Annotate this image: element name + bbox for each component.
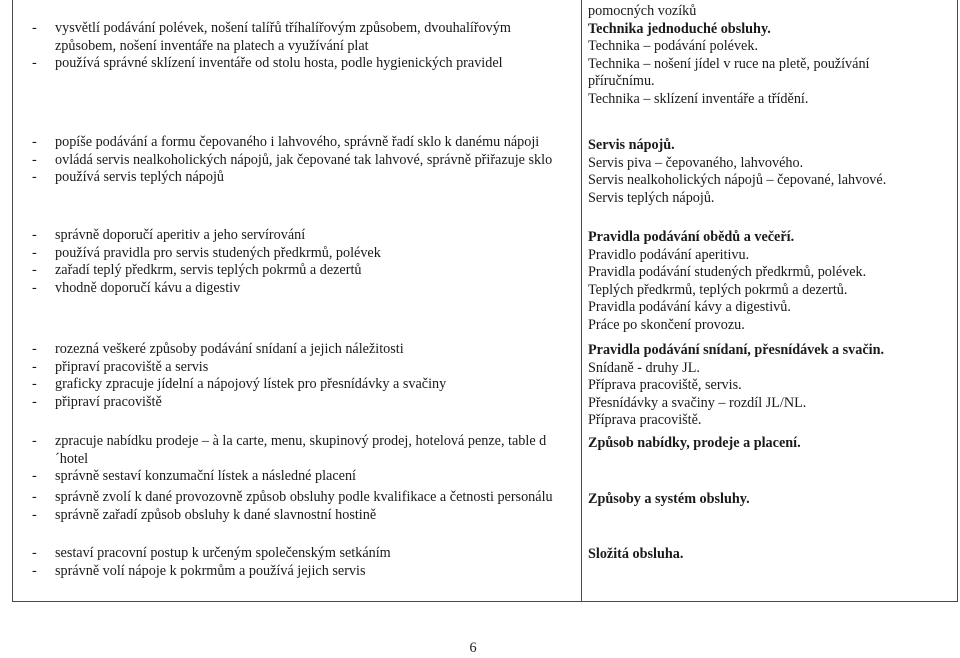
outcome-item xyxy=(13,134,581,152)
outcome-text: vysvětlí podávání polévek, nošení talířů tříhalířovým způsobem, dvouhalířovým způsobem, nošení inventáře na platech a využívání plat xyxy=(55,20,511,54)
bullet-dash: - xyxy=(32,358,37,375)
topic-line: Servis teplých nápojů. xyxy=(588,189,715,206)
outcomes-block-3 xyxy=(13,227,581,297)
bullet-dash: - xyxy=(32,227,37,243)
bullet-dash: - xyxy=(32,55,37,72)
outcome-item xyxy=(13,468,581,486)
topic-line: Teplých předkrmů, teplých pokrmů a dezertů. xyxy=(588,281,848,298)
outcome-text: popíše podávání a formu čepovaného i lahvového, správně řadí sklo k danému nápoji xyxy=(55,134,540,150)
topic-line: Technika – sklízení inventáře a třídění. xyxy=(588,90,809,107)
topics-block-4 xyxy=(582,342,888,430)
topic-heading: Způsob nabídky, prodeje a placení. xyxy=(588,435,801,451)
learning-outcomes-column xyxy=(13,0,581,600)
topic-line: Pravidla podávání kávy a digestivů. xyxy=(588,299,791,316)
outcome-text: připraví pracoviště a servis xyxy=(55,358,209,375)
topic-line: Pravidlo podávání aperitivu. xyxy=(588,246,750,263)
outcome-text: správně doporučí aperitiv a jeho servírování xyxy=(55,227,306,243)
topics-block-7 xyxy=(582,546,687,564)
outcome-text: sestaví pracovní postup k určeným společenským setkáním xyxy=(55,545,391,561)
outcome-text: zařadí teplý předkrm, servis teplých pokrmů a dezertů xyxy=(55,262,362,279)
outcome-item xyxy=(13,152,581,170)
topic-heading: Servis nápojů. xyxy=(588,137,675,153)
outcome-item xyxy=(13,433,581,468)
outcome-text: rozezná veškeré způsoby podávání snídaní a jejich náležitosti xyxy=(55,341,404,357)
outcome-item xyxy=(13,262,581,280)
outcomes-block-4 xyxy=(13,341,581,411)
bullet-dash: - xyxy=(32,134,37,150)
outcome-item xyxy=(13,341,581,359)
outcomes-block-7 xyxy=(13,545,581,580)
topics-block-2 xyxy=(582,137,890,207)
outcome-text: používá servis teplých nápojů xyxy=(55,169,225,186)
bullet-dash: - xyxy=(32,151,37,168)
outcome-text: ovládá servis nealkoholických nápojů, jak čepované tak lahvové, správně přiřazuje sklo xyxy=(55,151,553,168)
outcomes-block-5 xyxy=(13,433,581,486)
outcome-text: graficky zpracuje jídelní a nápojový lístek pro přesnídávky a svačiny xyxy=(55,376,447,393)
outcome-text: správně volí nápoje k pokrmům a používá jejich servis xyxy=(55,562,366,579)
outcome-item xyxy=(13,545,581,563)
bullet-dash: - xyxy=(32,545,37,561)
outcome-item xyxy=(13,507,581,525)
topic-heading: Způsoby a systém obsluhy. xyxy=(588,491,750,507)
outcome-item xyxy=(13,489,581,507)
outcome-item xyxy=(13,245,581,263)
topic-line: Příprava pracoviště, servis. xyxy=(588,377,742,394)
outcome-text: správně sestaví konzumační lístek a následné placení xyxy=(55,468,356,485)
outcomes-block-1 xyxy=(13,20,581,73)
topic-line: Přesnídávky a svačiny – rozdíl JL/NL. xyxy=(588,394,807,411)
topics-block-3 xyxy=(582,229,870,335)
outcome-item xyxy=(13,394,581,412)
topic-heading: Složitá obsluha. xyxy=(588,546,684,562)
topic-heading: Pravidla podávání snídaní, přesnídávek a svačin. xyxy=(588,342,885,358)
outcome-text: používá pravidla pro servis studených předkrmů, polévek xyxy=(55,244,381,261)
curriculum-table xyxy=(12,0,958,602)
bullet-dash: - xyxy=(32,341,37,357)
outcome-text: připraví pracoviště xyxy=(55,393,162,410)
outcome-item xyxy=(13,359,581,377)
bullet-dash: - xyxy=(32,393,37,410)
bullet-dash: - xyxy=(32,433,37,449)
topics-block-6 xyxy=(582,491,754,509)
topics-column xyxy=(582,0,958,600)
bullet-dash: - xyxy=(32,562,37,579)
outcome-item xyxy=(13,227,581,245)
topic-heading: Pravidla podávání obědů a večeří. xyxy=(588,229,795,245)
outcome-item xyxy=(13,376,581,394)
bullet-dash: - xyxy=(32,20,37,36)
bullet-dash: - xyxy=(32,279,37,296)
topic-line: příručnímu. xyxy=(588,73,655,90)
outcome-item xyxy=(13,280,581,298)
outcome-item xyxy=(13,20,581,55)
topic-line: Technika – podávání polévek. xyxy=(588,38,758,55)
outcome-item xyxy=(13,55,581,73)
topics-block-5 xyxy=(582,435,805,453)
outcome-text: správně zvolí k dané provozovně způsob obsluhy podle kvalifikace a četnosti personálu xyxy=(55,489,553,505)
topic-line: pomocných vozíků xyxy=(588,3,697,19)
outcome-item xyxy=(13,563,581,581)
page-number: 6 xyxy=(469,640,477,656)
outcomes-block-2 xyxy=(13,134,581,187)
bullet-dash: - xyxy=(32,262,37,279)
topic-line: Práce po skončení provozu. xyxy=(588,316,745,333)
outcome-item xyxy=(13,169,581,187)
bullet-dash: - xyxy=(32,169,37,186)
bullet-dash: - xyxy=(32,376,37,393)
topic-line: Příprava pracoviště. xyxy=(588,412,702,429)
topic-line: Pravidla podávání studených předkrmů, polévek. xyxy=(588,264,867,281)
topic-line: Servis nealkoholických nápojů – čepované, lahvové. xyxy=(588,172,887,189)
bullet-dash: - xyxy=(32,506,37,523)
outcome-text: správně zařadí způsob obsluhy k dané slavnostní hostině xyxy=(55,506,377,523)
outcomes-block-6 xyxy=(13,489,581,524)
topic-heading: Technika jednoduché obsluhy. xyxy=(588,20,771,37)
outcome-text: zpracuje nabídku prodeje – à la carte, menu, skupinový prodej, hotelová penze, table d´hotel xyxy=(55,433,547,467)
topic-line: Technika – nošení jídel v ruce na pletě, používání xyxy=(588,55,870,72)
topic-line: Snídaně - druhy JL. xyxy=(588,359,700,376)
topics-block-1 xyxy=(582,3,873,109)
bullet-dash: - xyxy=(32,489,37,505)
bullet-dash: - xyxy=(32,468,37,485)
outcome-text: používá správné sklízení inventáře od stolu hosta, podle hygienických pravidel xyxy=(55,55,503,72)
bullet-dash: - xyxy=(32,244,37,261)
outcome-text: vhodně doporučí kávu a digestiv xyxy=(55,279,241,296)
topic-line: Servis piva – čepovaného, lahvového. xyxy=(588,154,804,171)
